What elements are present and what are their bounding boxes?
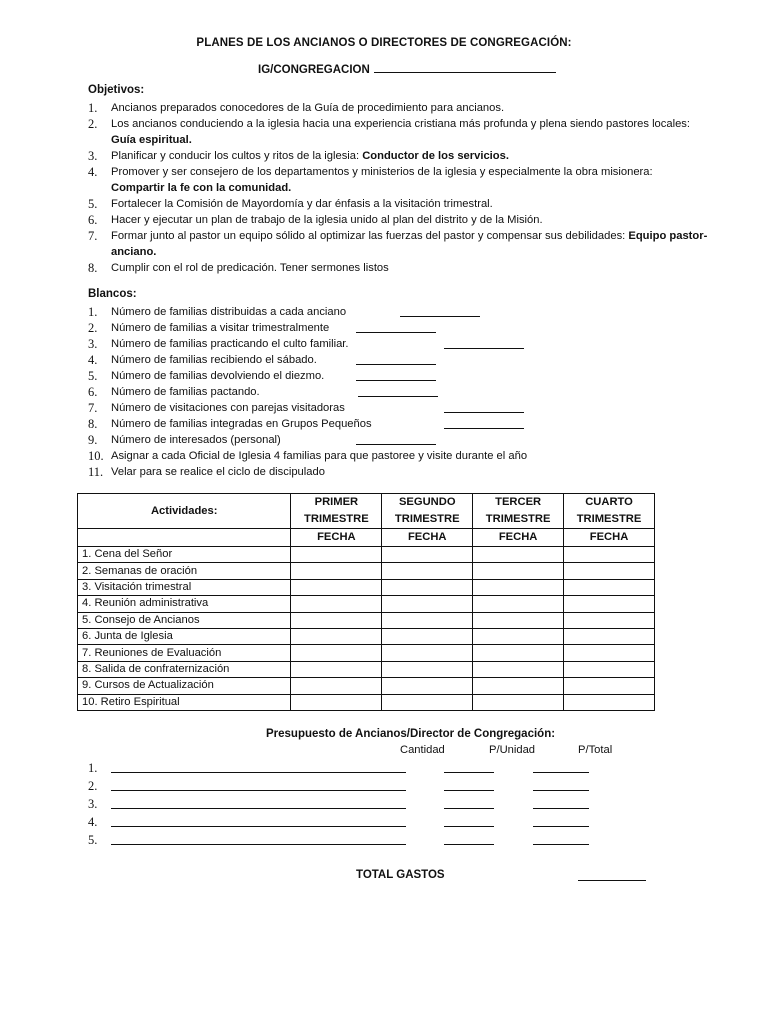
table-row <box>78 612 655 628</box>
item-text: Cumplir con el rol de predicación. Tener sermones listos <box>111 262 389 274</box>
item-number: 10. <box>88 449 104 463</box>
blanco-item <box>88 336 708 352</box>
objetivo-item <box>88 148 708 164</box>
budget-row-number: 1. <box>88 761 98 775</box>
fecha-header: FECHA <box>473 529 564 547</box>
date-cell[interactable] <box>564 547 655 563</box>
budget-row-number: 4. <box>88 815 98 829</box>
date-cell[interactable] <box>564 694 655 710</box>
quantity-blank[interactable] <box>444 790 494 791</box>
blanco-item <box>88 448 708 464</box>
objetivos-list <box>88 100 708 276</box>
date-cell[interactable] <box>564 628 655 644</box>
item-text: Número de familias integradas en Grupos Pequeños <box>111 418 372 430</box>
blanco-item <box>88 464 708 480</box>
date-cell[interactable] <box>473 694 564 710</box>
item-emphasis: Compartir la fe con la comunidad. <box>111 182 292 194</box>
budget-row-number: 2. <box>88 779 98 793</box>
fill-in-blank[interactable] <box>356 332 436 333</box>
item-number: 6. <box>88 385 98 399</box>
blanco-item <box>88 320 708 336</box>
quantity-column-header: Cantidad <box>400 744 445 756</box>
item-number: 7. <box>88 229 98 243</box>
item-text: Número de familias devolviendo el diezmo. <box>111 370 325 382</box>
budget-row-number: 5. <box>88 833 98 847</box>
date-cell[interactable] <box>291 628 382 644</box>
congregation-label: IG/CONGREGACION <box>258 64 370 76</box>
date-cell[interactable] <box>473 612 564 628</box>
budget-row-number: 3. <box>88 797 98 811</box>
date-cell[interactable] <box>382 563 473 579</box>
total-price-column-header: P/Total <box>578 744 613 756</box>
quarter-header <box>291 494 382 529</box>
item-text: Número de visitaciones con parejas visitadoras <box>111 402 345 414</box>
table-row <box>78 547 655 563</box>
date-cell[interactable] <box>291 596 382 612</box>
item-number: 5. <box>88 197 98 211</box>
date-cell[interactable] <box>564 579 655 595</box>
date-cell[interactable] <box>473 645 564 661</box>
quarter-header <box>473 494 564 529</box>
objetivo-item <box>88 100 708 116</box>
budget-row <box>88 833 648 849</box>
date-cell[interactable] <box>382 694 473 710</box>
date-cell[interactable] <box>473 628 564 644</box>
item-text: Número de familias distribuidas a cada anciano <box>111 306 347 318</box>
objetivo-item <box>88 116 708 148</box>
activity-name: 5. Consejo de Ancianos <box>78 612 291 628</box>
unit-price-column-header: P/Unidad <box>489 744 536 756</box>
activity-name: 8. Salida de confraternización <box>78 661 291 677</box>
activity-name: 4. Reunión administrativa <box>78 596 291 612</box>
date-cell[interactable] <box>382 612 473 628</box>
item-text: Número de familias recibiendo el sábado. <box>111 354 317 366</box>
table-row <box>78 563 655 579</box>
date-cell[interactable] <box>473 579 564 595</box>
unit-price-blank[interactable] <box>533 826 589 827</box>
date-cell[interactable] <box>564 661 655 677</box>
item-emphasis: Conductor de los servicios. <box>362 150 509 162</box>
activity-name: 6. Junta de Iglesia <box>78 628 291 644</box>
item-text: Planificar y conducir los cultos y ritos de la iglesia: <box>111 150 360 162</box>
item-text: Ancianos preparados conocedores de la Guía de procedimiento para ancianos. <box>111 102 505 114</box>
quarter-header-line1: CUARTO <box>585 496 633 508</box>
table-row <box>78 596 655 612</box>
table-header-row <box>78 494 655 529</box>
fill-in-blank[interactable] <box>356 380 436 381</box>
blancos-list <box>88 304 708 480</box>
fill-in-blank[interactable] <box>444 428 524 429</box>
item-number: 8. <box>88 417 98 431</box>
blancos-heading: Blancos: <box>88 288 137 300</box>
quarter-header-line1: PRIMER <box>314 496 359 508</box>
activity-name: 1. Cena del Señor <box>78 547 291 563</box>
item-text: Los ancianos conduciendo a la iglesia hacia una experiencia cristiana más profunda y plena siendo pastores locales: <box>111 118 691 130</box>
blanco-item <box>88 400 708 416</box>
activities-header: Actividades: <box>78 494 291 529</box>
quarter-header <box>382 494 473 529</box>
date-cell[interactable] <box>291 612 382 628</box>
item-text: Promover y ser consejero de los departamentos y ministerios de la iglesia y especialmente la obra misionera: <box>111 166 653 178</box>
unit-price-blank[interactable] <box>533 772 589 773</box>
fecha-row <box>78 529 655 547</box>
item-emphasis: Guía espiritual. <box>111 134 192 146</box>
total-expenses-label: TOTAL GASTOS <box>356 869 445 881</box>
date-cell[interactable] <box>564 596 655 612</box>
quantity-blank[interactable] <box>444 826 494 827</box>
unit-price-blank[interactable] <box>533 790 589 791</box>
quarter-header-line1: SEGUNDO <box>398 496 456 508</box>
date-cell[interactable] <box>382 596 473 612</box>
item-blank[interactable] <box>111 772 406 773</box>
table-row <box>78 678 655 694</box>
activity-name: 7. Reuniones de Evaluación <box>78 645 291 661</box>
congregation-field <box>258 62 556 76</box>
quantity-blank[interactable] <box>444 844 494 845</box>
item-text: Formar junto al pastor un equipo sólido al optimizar las fuerzas del pastor y compensar sus debilidades: <box>111 230 626 242</box>
item-blank[interactable] <box>111 826 406 827</box>
date-cell[interactable] <box>382 579 473 595</box>
date-cell[interactable] <box>382 645 473 661</box>
table-row <box>78 579 655 595</box>
fecha-header: FECHA <box>564 529 655 547</box>
total-expenses-blank[interactable] <box>578 880 646 881</box>
date-cell[interactable] <box>473 661 564 677</box>
budget-title: Presupuesto de Ancianos/Director de Congregación: <box>266 728 556 740</box>
item-number: 11. <box>88 465 104 479</box>
activity-name: 10. Retiro Espiritual <box>78 694 291 710</box>
item-number: 8. <box>88 261 98 275</box>
blanco-item <box>88 384 708 400</box>
blanco-item <box>88 416 708 432</box>
item-number: 1. <box>88 101 98 115</box>
date-cell[interactable] <box>291 661 382 677</box>
blanco-item <box>88 352 708 368</box>
activities-table <box>77 493 655 711</box>
date-cell[interactable] <box>564 645 655 661</box>
quarter-header <box>564 494 655 529</box>
budget-row <box>88 815 648 831</box>
table-row <box>78 694 655 710</box>
item-number: 1. <box>88 305 98 319</box>
activity-name: 2. Semanas de oración <box>78 563 291 579</box>
quarter-header-line2: TRIMESTRE <box>394 513 460 525</box>
date-cell[interactable] <box>382 628 473 644</box>
item-number: 4. <box>88 353 98 367</box>
table-row <box>78 661 655 677</box>
fecha-header: FECHA <box>291 529 382 547</box>
quarter-header-line1: TERCER <box>495 496 542 508</box>
budget-row <box>88 779 648 795</box>
date-cell[interactable] <box>382 547 473 563</box>
item-text: Número de familias a visitar trimestralmente <box>111 322 330 334</box>
quantity-blank[interactable] <box>444 808 494 809</box>
item-blank[interactable] <box>111 808 406 809</box>
date-cell[interactable] <box>291 678 382 694</box>
budget-row <box>88 761 648 777</box>
item-number: 9. <box>88 433 98 447</box>
date-cell[interactable] <box>473 547 564 563</box>
objetivo-item <box>88 196 708 212</box>
item-text: Número de interesados (personal) <box>111 434 281 446</box>
unit-price-blank[interactable] <box>533 808 589 809</box>
blanco-item <box>88 368 708 384</box>
fecha-header: FECHA <box>382 529 473 547</box>
item-text: Número de familias practicando el culto familiar. <box>111 338 349 350</box>
quarter-header-line2: TRIMESTRE <box>485 513 551 525</box>
objetivo-item <box>88 212 708 228</box>
quarter-header-line2: TRIMESTRE <box>304 513 369 525</box>
item-number: 4. <box>88 165 98 179</box>
empty-cell <box>78 529 291 547</box>
item-number: 6. <box>88 213 98 227</box>
congregation-blank-line <box>374 62 556 73</box>
objetivo-item <box>88 228 708 260</box>
item-text: Asignar a cada Oficial de Iglesia 4 familias para que pastoree y visite durante el año <box>111 450 528 462</box>
blanco-item <box>88 432 708 448</box>
date-cell[interactable] <box>564 563 655 579</box>
unit-price-blank[interactable] <box>533 844 589 845</box>
fill-in-blank[interactable] <box>356 444 436 445</box>
date-cell[interactable] <box>473 563 564 579</box>
item-text: Fortalecer la Comisión de Mayordomía y dar énfasis a la visitación trimestral. <box>111 198 493 210</box>
item-number: 3. <box>88 337 98 351</box>
date-cell[interactable] <box>564 612 655 628</box>
fill-in-blank[interactable] <box>358 396 438 397</box>
item-text: Velar para se realice el ciclo de discipulado <box>111 466 325 478</box>
table-row <box>78 628 655 644</box>
activity-name: 9. Cursos de Actualización <box>78 678 291 694</box>
date-cell[interactable] <box>291 547 382 563</box>
date-cell[interactable] <box>473 678 564 694</box>
item-number: 7. <box>88 401 98 415</box>
date-cell[interactable] <box>291 579 382 595</box>
date-cell[interactable] <box>564 678 655 694</box>
table-row <box>78 645 655 661</box>
quarter-header-line2: TRIMESTRE <box>576 513 642 525</box>
date-cell[interactable] <box>382 678 473 694</box>
fill-in-blank[interactable] <box>444 348 524 349</box>
page-title: PLANES DE LOS ANCIANOS O DIRECTORES DE CONGREGACIÓN: <box>196 37 572 49</box>
item-emphasis: Equipo pastor-anciano. <box>111 230 708 258</box>
item-blank[interactable] <box>111 844 406 845</box>
objetivo-item <box>88 260 708 276</box>
fill-in-blank[interactable] <box>444 412 524 413</box>
item-number: 3. <box>88 149 98 163</box>
activity-name: 3. Visitación trimestral <box>78 579 291 595</box>
fill-in-blank[interactable] <box>356 364 436 365</box>
date-cell[interactable] <box>291 694 382 710</box>
item-number: 5. <box>88 369 98 383</box>
item-number: 2. <box>88 117 98 131</box>
date-cell[interactable] <box>473 596 564 612</box>
objetivos-heading: Objetivos: <box>88 84 145 96</box>
date-cell[interactable] <box>291 563 382 579</box>
budget-row <box>88 797 648 813</box>
fill-in-blank[interactable] <box>400 316 480 317</box>
objetivo-item <box>88 164 708 196</box>
item-number: 2. <box>88 321 98 335</box>
blanco-item <box>88 304 708 320</box>
quantity-blank[interactable] <box>444 772 494 773</box>
item-text: Hacer y ejecutar un plan de trabajo de la iglesia unido al plan del distrito y de la Misión. <box>111 214 543 226</box>
date-cell[interactable] <box>382 661 473 677</box>
item-text: Número de familias pactando. <box>111 386 260 398</box>
item-blank[interactable] <box>111 790 406 791</box>
date-cell[interactable] <box>291 645 382 661</box>
